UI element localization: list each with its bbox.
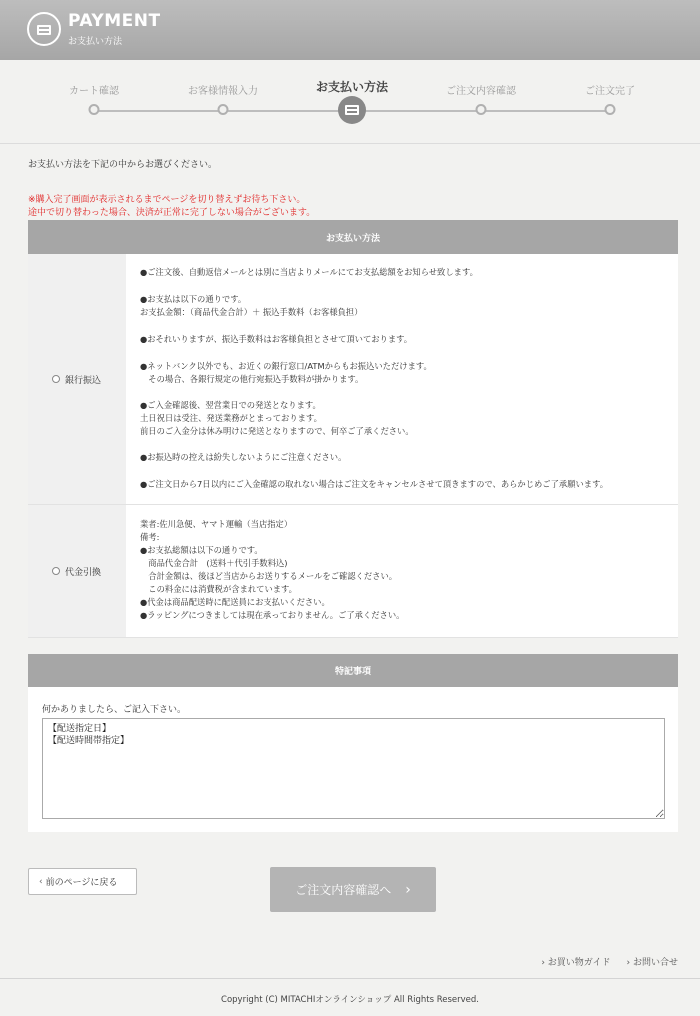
step-label-customer: お客様情報入力 <box>188 86 258 97</box>
step-label-confirm: ご注文内容確認 <box>446 86 516 97</box>
footer-link-shopping-guide[interactable]: › お買い物ガイド <box>541 958 611 968</box>
page-title: PAYMENT <box>68 11 161 31</box>
page-subtitle: お支払い方法 <box>68 37 123 47</box>
special-notes-section <box>28 654 678 832</box>
bank-transfer-radio[interactable] <box>52 375 60 383</box>
back-button[interactable]: ‹ 前のページに戻る <box>28 868 137 895</box>
special-notes-prompt: 何かありましたら、ご記入下さい。 <box>42 705 187 715</box>
cash-on-delivery-description: 業者:佐川急便、ヤマト運輸（当店指定） 備考: ●お支払総額は以下の通りです。 商品代金合計 (送料＋代引手数料込) 合計金額は、後ほど当店からお送りするメールをご確認ください。 この料金には消費税が含まれています。 ●代金は商品配送時に配送員にお支払いください。 ●ラッピングにつきましては現在承っておりません。ご了承ください。 <box>126 505 678 637</box>
step-label-complete: ご注文完了 <box>585 86 635 97</box>
bank-transfer-option[interactable]: 銀行振込 <box>28 254 126 504</box>
credit-card-icon <box>338 96 366 124</box>
bank-transfer-description: ●ご注文後、自動返信メールとは別に当店よりメールにてお支払総額をお知らせ致します。 ●お支払は以下の通りです。 お支払金額：（商品代金合計）＋ 振込手数料（お客様負担） ●おそれいりますが、振込手数料はお客様負担とさせて頂いております。 ●ネットバンク以外でも、お近くの銀行窓口/ATMからもお振込いただけます。 その場合、各銀行規定の他行宛振込手数料が掛かります。 ●ご入金確認後、翌営業日での発送となります。 土日祝日は受注、発送業務がとまっております。 前日のご入金分は休み明けに発送となりますので、何卒ご了承ください。 ●お振込時の控えは紛失しないようにご注意ください。 ●ご注文日から7日以内にご入金確認の取れない場合はご注文をキャンセルさせて頂きますので、あらかじめご了承願います。 <box>126 254 678 504</box>
step-dot-confirm <box>476 104 487 115</box>
cash-on-delivery-option[interactable]: 代金引換 <box>28 505 126 637</box>
footer-links <box>541 955 678 968</box>
payment-table-header: お支払い方法 <box>28 220 678 254</box>
footer-divider <box>0 978 700 979</box>
credit-card-icon <box>27 12 61 46</box>
special-notes-header: 特記事項 <box>28 654 678 687</box>
confirm-order-button[interactable]: ご注文内容確認へ › <box>270 867 436 912</box>
step-label-payment: お支払い方法 <box>315 80 389 94</box>
special-notes-textarea[interactable] <box>42 718 665 819</box>
step-dot-customer <box>218 104 229 115</box>
step-label-cart: カート確認 <box>69 86 119 97</box>
step-dot-cart <box>89 104 100 115</box>
warning-text: ※購入完了画面が表示されるまでページを切り替えずお待ち下さい。 途中で切り替わった場合、決済が正常に完了しない場合がございます。 <box>28 195 316 218</box>
step-dot-complete <box>605 104 616 115</box>
copyright-text: Copyright (C) MITACHIオンラインショップ All Rights Reserved. <box>221 995 479 1005</box>
footer-link-contact[interactable]: › お問い合せ <box>626 958 678 968</box>
chevron-right-icon: › <box>405 881 411 898</box>
divider <box>0 143 700 144</box>
payment-row-cod <box>28 505 678 638</box>
payment-method-table <box>28 220 678 638</box>
intro-text: お支払い方法を下記の中からお選びください。 <box>28 160 218 170</box>
chevron-left-icon: ‹ <box>39 876 43 887</box>
page-header <box>0 0 700 60</box>
cash-on-delivery-radio[interactable] <box>52 567 60 575</box>
payment-row-bank <box>28 254 678 505</box>
